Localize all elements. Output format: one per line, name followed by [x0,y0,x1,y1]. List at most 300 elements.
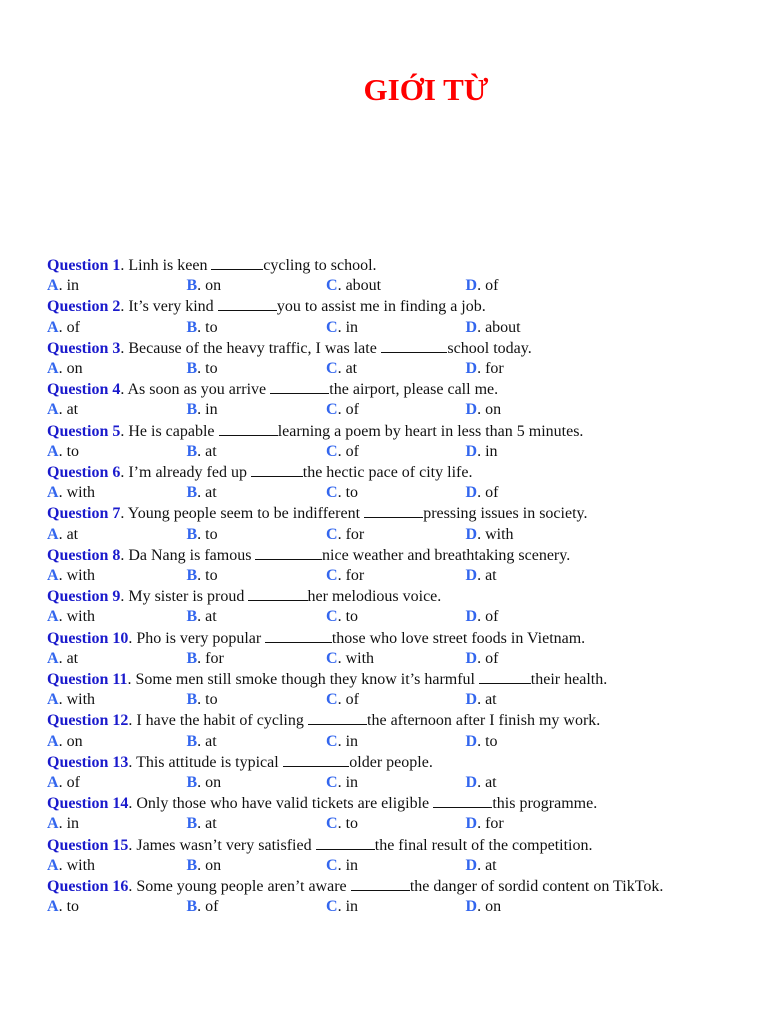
question-stem-before: Some young people aren’t aware [136,878,347,896]
option-text: on [205,774,222,792]
option-text: of [485,484,499,502]
answer-blank [364,503,423,518]
answer-blank [316,835,375,850]
answer-option-a: A. with [47,567,96,585]
question-number: Question 11 [47,671,128,689]
question-block [47,296,757,337]
option-text: at [485,567,497,585]
answer-option-a: A. with [47,856,96,874]
option-text: of [485,649,499,667]
option-text: to [205,567,218,585]
question-block [47,628,757,669]
question-block [47,338,757,379]
question-stem-after: the afternoon after I finish my work. [367,712,601,730]
question-block [47,503,757,544]
question-stem-after: the airport, please call me. [329,381,499,399]
answer-option-b: B. to [186,318,218,336]
question-stem-after: the danger of sordid content on TikTok. [409,878,664,896]
question-stem-before: I’m already fed up [128,464,247,482]
option-letter: A [47,732,59,750]
answer-option-b: B. at [186,732,217,750]
option-letter: C [326,898,338,916]
question-stem-after: school today. [447,339,532,357]
question-number: Question 7 [47,505,121,523]
question-text: Question 9. My sister is proud her melodious voice. [47,588,442,606]
option-letter: B [186,898,198,916]
option-letter: D [465,691,478,709]
answer-option-b: B. at [186,815,217,833]
question-text: Question 13. This attitude is typical older people. [47,753,433,771]
option-text: with [485,525,514,543]
option-text: at [205,608,217,626]
option-letter: A [47,401,59,419]
option-text: for [485,815,504,833]
answer-option-a: A. of [47,774,80,792]
question-stem-after: this programme. [492,795,598,813]
question-stem-before: As soon as you arrive [127,381,267,399]
option-text: for [485,360,504,378]
option-letter: D [465,608,478,626]
answer-option-c: C. for [326,567,365,585]
answer-option-a: A. of [47,318,80,336]
question-stem-before: Da Nang is famous [128,546,252,564]
answer-option-c: C. in [326,856,359,874]
answer-blank [211,255,263,270]
answer-option-b: B. at [186,484,217,502]
option-letter: C [326,856,338,874]
option-text: for [345,567,365,585]
answer-option-a: A. with [47,484,96,502]
answer-option-b: B. at [186,608,217,626]
question-number: Question 16 [47,878,129,896]
answer-blank [351,876,410,891]
option-text: in [345,856,359,874]
question-stem-after: those who love street foods in Vietnam. [331,629,586,647]
option-text: to [66,898,80,916]
question-stem-after: you to assist me in finding a job. [276,298,486,316]
answer-option-a: A. on [47,732,83,750]
answer-option-a: A. with [47,608,96,626]
option-text: in [485,442,498,460]
question-number: Question 4 [47,381,121,399]
answer-option-a: A. in [47,277,80,295]
options-row [47,566,757,586]
answer-option-d: D. at [465,567,497,585]
option-letter: B [186,277,198,295]
option-text: of [66,774,80,792]
question-stem-after: cycling to school. [263,257,377,274]
option-letter: B [186,401,198,419]
option-letter: B [186,442,198,460]
option-letter: B [186,691,198,709]
question-number: Question 3 [47,339,121,357]
question-text: Question 5. He is capable learning a poem by heart in less than 5 minutes. [47,422,584,440]
question-block [47,793,757,834]
option-letter: B [186,484,198,502]
option-text: in [66,277,80,295]
options-row [47,525,757,545]
question-stem-after: their health. [530,671,608,689]
question-block [47,545,757,586]
option-text: of [345,691,359,709]
answer-option-b: B. at [186,442,217,460]
option-letter: B [186,774,198,792]
answer-blank [251,462,303,477]
option-text: to [345,484,359,502]
option-text: on [66,732,83,750]
question-block [47,835,757,876]
option-letter: C [326,277,338,295]
option-letter: A [47,484,59,502]
answer-option-c: C. to [326,484,359,502]
option-letter: A [47,277,59,295]
option-letter: D [465,360,478,378]
option-letter: B [186,649,198,667]
question-block [47,462,757,503]
answer-blank [308,710,367,725]
answer-option-d: D. to [465,732,498,750]
options-row [47,814,757,834]
question-block [47,876,757,917]
answer-option-c: C. in [326,898,359,916]
options-row [47,359,757,379]
answer-option-a: A. on [47,360,83,378]
option-letter: A [47,525,59,543]
option-letter: B [186,525,198,543]
option-text: to [205,360,218,378]
answer-option-b: B. on [186,856,222,874]
option-letter: C [326,691,338,709]
question-text: Question 14. Only those who have valid tickets are eligible this programme. [47,795,598,813]
question-stem-after: the hectic pace of city life. [302,464,473,482]
option-text: at [205,442,217,460]
answer-option-d: D. at [465,856,497,874]
question-stem-before: It’s very kind [128,298,214,316]
option-letter: A [47,691,59,709]
option-text: to [66,442,80,460]
question-text: Question 15. James wasn’t very satisfied the final result of the competition. [47,836,593,854]
option-text: on [485,401,502,419]
option-letter: A [47,442,59,460]
answer-option-a: A. at [47,649,79,667]
option-text: at [205,815,217,833]
option-letter: D [465,401,478,419]
option-letter: A [47,815,59,833]
answer-blank [381,338,448,353]
answer-option-d: D. on [465,898,502,916]
answer-blank [265,628,332,643]
answer-option-d: D. of [465,608,499,626]
option-letter: B [186,567,198,585]
question-stem-before: Because of the heavy traffic, I was late [128,339,377,357]
question-block [47,255,757,296]
question-stem-before: Only those who have valid tickets are eligible [136,795,430,813]
question-list [47,255,757,918]
answer-option-c: C. to [326,815,359,833]
answer-option-c: C. in [326,774,359,792]
option-letter: D [465,525,478,543]
answer-option-c: C. of [326,401,359,419]
answer-blank [218,296,277,311]
option-text: to [205,318,218,336]
question-text: Question 1. Linh is keen cycling to school. [47,257,377,274]
answer-option-c: C. with [326,649,375,667]
answer-blank [270,379,329,394]
question-block [47,379,757,420]
option-letter: C [326,401,338,419]
answer-option-c: C. about [326,277,382,295]
option-text: with [345,649,375,667]
question-text: Question 11. Some men still smoke though they know it’s harmful their health. [47,671,608,689]
question-block [47,669,757,710]
option-letter: B [186,608,198,626]
answer-option-a: A. at [47,525,79,543]
option-text: on [205,277,222,295]
options-row [47,483,757,503]
option-letter: C [326,525,338,543]
question-stem-before: This attitude is typical [136,753,279,771]
option-letter: A [47,898,59,916]
option-text: at [205,732,217,750]
option-text: at [345,360,358,378]
question-stem-before: Young people seem to be indifferent [127,505,361,523]
answer-option-c: C. at [326,360,358,378]
question-text: Question 2. It’s very kind you to assist me in finding a job. [47,298,486,316]
option-text: at [205,484,217,502]
answer-option-c: C. for [326,525,365,543]
answer-option-d: D. of [465,277,499,295]
question-number: Question 1 [47,257,121,274]
option-text: for [205,649,224,667]
option-letter: A [47,608,59,626]
option-letter: C [326,774,338,792]
answer-option-b: B. to [186,691,218,709]
options-row [47,318,757,338]
answer-blank [219,421,278,436]
options-row [47,442,757,462]
answer-blank [479,669,531,684]
option-text: of [66,318,80,336]
question-number: Question 2 [47,298,121,316]
answer-option-b: B. to [186,360,218,378]
question-text: Question 7. Young people seem to be indifferent pressing issues in society. [47,505,588,523]
answer-option-a: A. in [47,815,80,833]
question-text: Question 12. I have the habit of cycling the afternoon after I finish my work. [47,712,601,730]
option-text: to [345,608,359,626]
option-text: on [485,898,502,916]
question-text: Question 10. Pho is very popular those who love street foods in Vietnam. [47,629,586,647]
question-text: Question 6. I’m already fed up the hectic pace of city life. [47,464,473,482]
answer-option-d: D. in [465,442,498,460]
option-text: to [485,732,498,750]
answer-option-d: D. of [465,649,499,667]
answer-option-d: D. at [465,691,497,709]
question-stem-before: He is capable [128,422,215,440]
question-number: Question 10 [47,629,129,647]
option-text: at [66,649,79,667]
question-stem-before: My sister is proud [128,588,245,606]
question-stem-before: James wasn’t very satisfied [136,836,312,854]
answer-option-b: B. of [186,898,219,916]
option-text: of [485,277,499,295]
answer-option-a: A. to [47,898,80,916]
option-text: with [66,608,96,626]
answer-option-a: A. with [47,691,96,709]
answer-blank [248,586,307,601]
option-letter: D [465,774,478,792]
option-text: in [345,774,359,792]
page-title: GIỚI TỪ [363,72,489,107]
options-row [47,400,757,420]
option-letter: D [465,442,478,460]
option-text: at [485,774,497,792]
question-text: Question 8. Da Nang is famous nice weather and breathtaking scenery. [47,546,571,564]
question-stem-after: her melodious voice. [307,588,442,606]
answer-option-c: C. of [326,691,359,709]
options-row [47,649,757,669]
question-number: Question 8 [47,546,121,564]
option-text: on [205,856,222,874]
option-text: to [205,525,218,543]
options-row [47,897,757,917]
option-letter: D [465,277,478,295]
option-text: with [66,484,96,502]
option-text: at [66,525,79,543]
answer-option-d: D. of [465,484,499,502]
options-row [47,690,757,710]
option-text: on [66,360,83,378]
option-letter: D [465,856,478,874]
question-number: Question 5 [47,422,121,440]
option-letter: D [465,484,478,502]
option-letter: D [465,318,478,336]
question-text: Question 16. Some young people aren’t aware the danger of sordid content on TikTok. [47,878,664,896]
options-row [47,773,757,793]
option-text: of [485,608,499,626]
question-stem-before: Some men still smoke though they know it’s harmful [135,671,475,689]
question-number: Question 9 [47,588,121,606]
answer-option-c: C. in [326,732,359,750]
answer-option-b: B. on [186,277,222,295]
option-letter: C [326,815,338,833]
question-stem-before: I have the habit of cycling [136,712,304,730]
option-text: at [485,691,497,709]
answer-option-c: C. in [326,318,359,336]
option-text: of [205,898,219,916]
question-stem-after: learning a poem by heart in less than 5 minutes. [277,422,584,440]
question-number: Question 12 [47,712,129,730]
option-letter: D [465,732,478,750]
option-letter: D [465,815,478,833]
option-text: in [66,815,80,833]
option-letter: C [326,732,338,750]
option-letter: A [47,774,59,792]
option-text: in [345,732,359,750]
question-stem-before: Pho is very popular [136,629,262,647]
option-letter: C [326,608,338,626]
option-text: with [66,856,96,874]
option-text: for [345,525,365,543]
question-stem-after: pressing issues in society. [423,505,588,523]
option-letter: C [326,567,338,585]
option-letter: D [465,567,478,585]
question-number: Question 6 [47,464,121,482]
question-block [47,421,757,462]
answer-option-b: B. to [186,567,218,585]
option-letter: B [186,360,198,378]
answer-option-d: D. for [465,815,504,833]
answer-option-b: B. in [186,401,218,419]
option-text: in [345,318,359,336]
option-text: in [205,401,218,419]
option-letter: B [186,732,198,750]
option-text: about [485,318,521,336]
option-letter: C [326,360,338,378]
option-text: at [485,856,497,874]
option-letter: A [47,856,59,874]
answer-option-d: D. for [465,360,504,378]
answer-option-b: B. on [186,774,222,792]
question-block [47,710,757,751]
answer-option-d: D. at [465,774,497,792]
answer-option-d: D. about [465,318,521,336]
question-stem-after: nice weather and breathtaking scenery. [322,546,571,564]
option-letter: D [465,649,478,667]
question-number: Question 13 [47,753,129,771]
question-number: Question 15 [47,836,129,854]
options-row [47,856,757,876]
option-letter: D [465,898,478,916]
option-text: with [66,691,96,709]
question-stem-before: Linh is keen [128,257,208,274]
options-row [47,607,757,627]
answer-option-c: C. to [326,608,359,626]
question-stem-after: the final result of the competition. [374,836,593,854]
options-row [47,276,757,296]
answer-blank [283,752,350,767]
answer-option-a: A. at [47,401,79,419]
option-text: to [205,691,218,709]
answer-option-b: B. to [186,525,218,543]
option-letter: A [47,567,59,585]
answer-blank [255,545,322,560]
option-letter: A [47,649,59,667]
answer-blank [433,793,492,808]
question-text: Question 3. Because of the heavy traffic, I was late school today. [47,339,532,357]
option-letter: B [186,815,198,833]
option-letter: C [326,442,338,460]
question-block [47,586,757,627]
answer-option-d: D. with [465,525,514,543]
answer-option-c: C. of [326,442,359,460]
option-text: of [345,401,359,419]
question-text: Question 4. As soon as you arrive the airport, please call me. [47,381,499,399]
option-letter: C [326,649,338,667]
option-text: with [66,567,96,585]
option-text: in [345,898,359,916]
option-text: at [66,401,79,419]
options-row [47,732,757,752]
question-stem-after: older people. [349,753,433,771]
option-text: to [345,815,359,833]
option-letter: C [326,318,338,336]
answer-option-b: B. for [186,649,224,667]
answer-option-a: A. to [47,442,80,460]
option-letter: C [326,484,338,502]
option-letter: B [186,856,198,874]
option-text: of [345,442,359,460]
question-number: Question 14 [47,795,129,813]
